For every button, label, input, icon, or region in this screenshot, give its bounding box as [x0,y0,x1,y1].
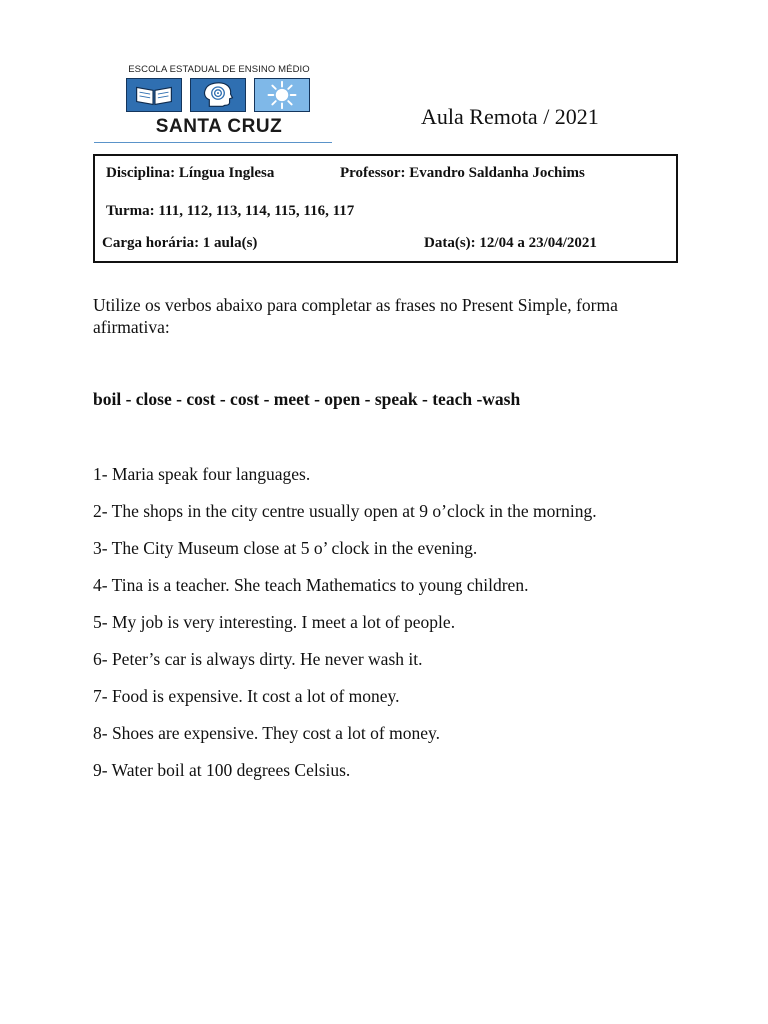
verb-list: boil - close - cost - cost - meet - open - speak - teach -wash [93,389,521,409]
dates-field: Data(s): 12/04 a 23/04/2021 [424,235,597,251]
sentence-item: 7- Food is expensive. It cost a lot of money. [93,686,400,706]
class-info-box [93,154,678,263]
sentence-list [93,463,683,796]
sentence-item: 1- Maria speak four languages. [93,464,311,484]
workload-field: Carga horária: 1 aula(s) [102,235,258,251]
sentence-item: 2- The shops in the city centre usually open at 9 o’clock in the morning. [93,501,597,521]
logo-icons [124,78,314,114]
exercise-instructions: Utilize os verbos abaixo para completar as frases no Present Simple, forma afirmativa: [93,295,618,337]
sentence-item: 9- Water boil at 100 degrees Celsius. [93,760,351,780]
logo-underline [94,142,332,143]
logo-school-name: SANTA CRUZ [155,116,283,137]
sun-icon [254,78,310,112]
sentence-item: 5- My job is very interesting. I meet a lot of people. [93,612,456,632]
teacher-field: Professor: Evandro Saldanha Jochims [340,165,585,181]
page-title: Aula Remota / 2021 [421,104,599,129]
head-spiral-icon [190,78,246,112]
sentence-item: 8- Shoes are expensive. They cost a lot of money. [93,723,440,743]
logo-school-type: ESCOLA ESTADUAL DE ENSINO MÉDIO [128,64,310,75]
subject-field: Disciplina: Língua Inglesa [106,165,275,181]
sentence-item: 3- The City Museum close at 5 o’ clock in the evening. [93,538,478,558]
classes-field: Turma: 111, 112, 113, 114, 115, 116, 117 [106,203,355,219]
sentence-item: 6- Peter’s car is always dirty. He never wash it. [93,649,423,669]
book-icon [126,78,182,112]
sentence-item: 4- Tina is a teacher. She teach Mathematics to young children. [93,575,529,595]
school-logo [94,64,332,146]
